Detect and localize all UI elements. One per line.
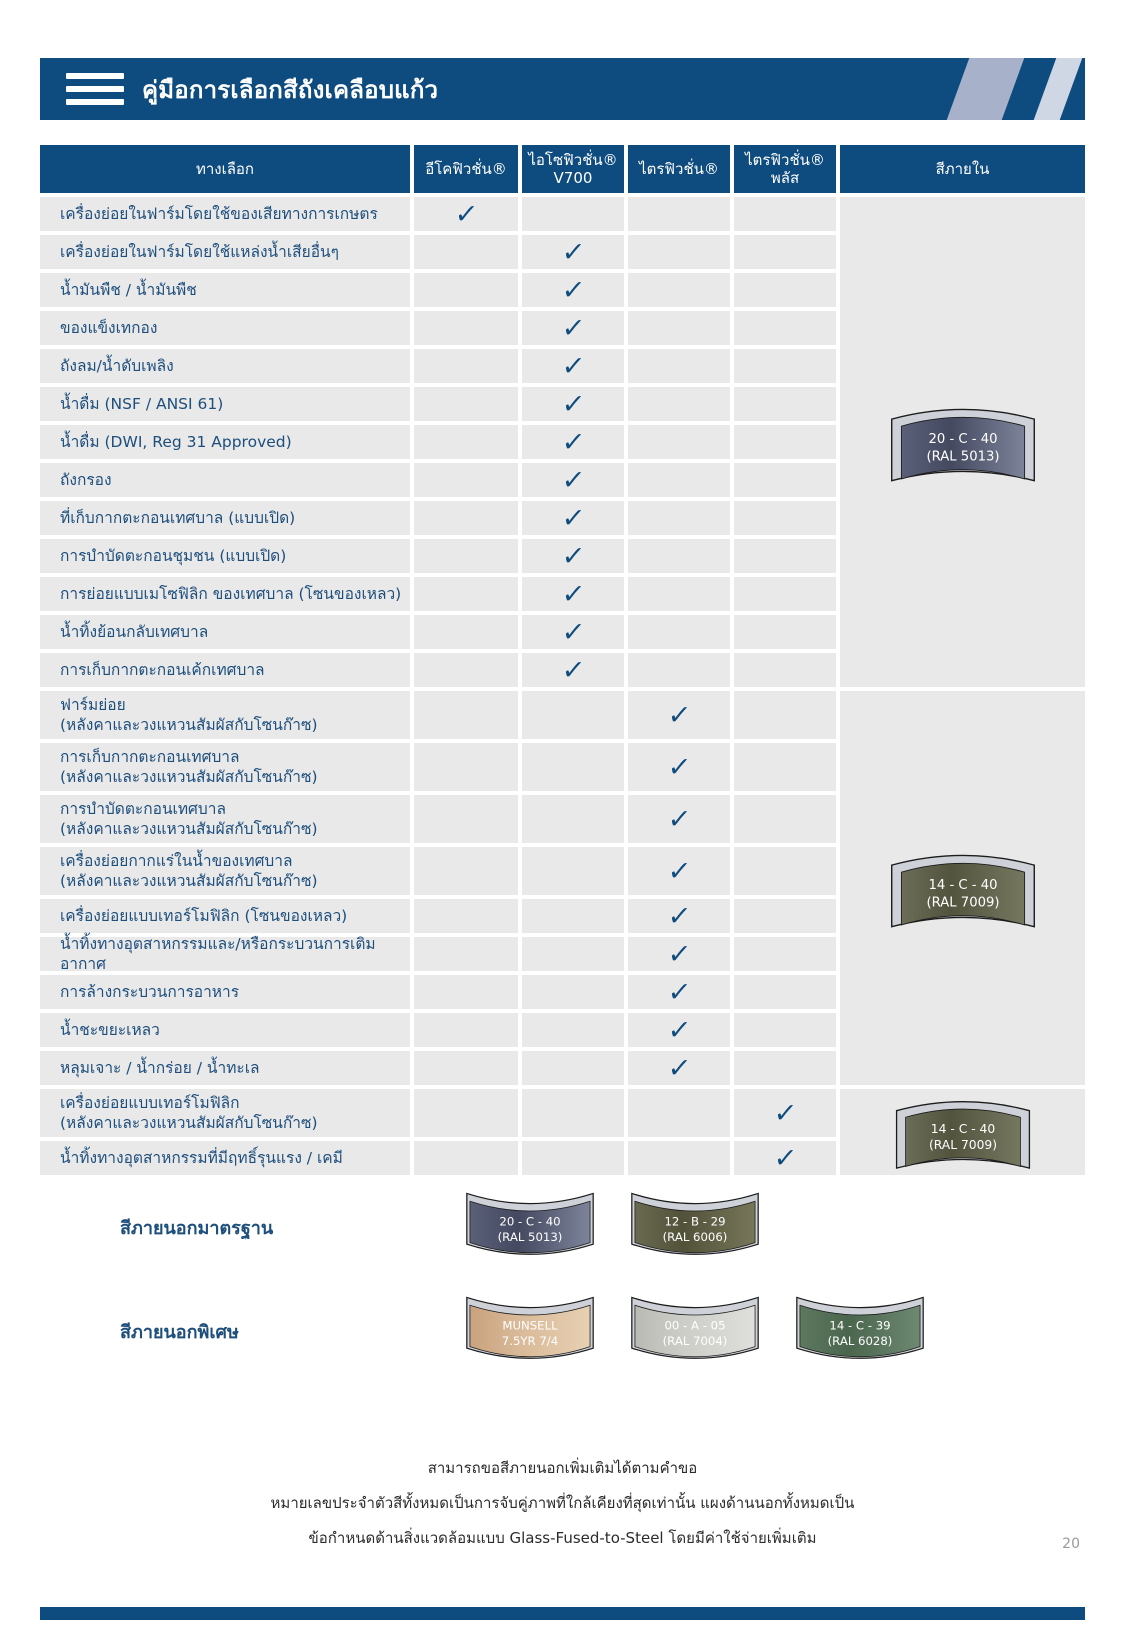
check-cell-tri [628, 653, 730, 687]
row-label: น้ำดื่ม (DWI, Reg 31 Approved) [40, 425, 410, 459]
checkmark-icon: ✓ [560, 654, 586, 686]
check-cell-iso [522, 1089, 624, 1137]
table-group-2 [40, 691, 1085, 1085]
color-swatch [455, 1292, 605, 1370]
checkmark-icon: ✓ [666, 855, 692, 887]
check-cell-tri [628, 387, 730, 421]
swatch-code: 14 - C - 39 [829, 1318, 891, 1333]
check-cell-tri [628, 273, 730, 307]
check-cell-iso [522, 425, 624, 459]
check-cell-iso [522, 899, 624, 933]
check-cell-tri [628, 795, 730, 843]
footer-line-2: หมายเลขประจำตัวสีทั้งหมดเป็นการจับคู่ภาพที่ใกล้เคียงที่สุดเท่านั้น แผงด้านนอกทั้งหมดเป็น [270, 1494, 855, 1512]
swatch-ral: (RAL 6028) [827, 1334, 893, 1349]
check-cell-eco [414, 577, 518, 611]
check-cell-triplus [734, 975, 836, 1009]
swatch-code: MUNSELL [502, 1318, 558, 1333]
check-cell-eco [414, 1013, 518, 1047]
row-label: การเก็บกากตะกอนเค้กเทศบาล [40, 653, 410, 687]
footer-line-1: สามารถขอสีภายนอกเพิ่มเติมได้ตามคำขอ [427, 1459, 698, 1477]
check-cell-eco [414, 975, 518, 1009]
swatch-panel-graphic [887, 844, 1039, 932]
check-cell-iso [522, 1013, 624, 1047]
swatch-panel-graphic [887, 1091, 1039, 1173]
check-cell-iso [522, 795, 624, 843]
check-cell-triplus [734, 235, 836, 269]
interior-color-cell [840, 197, 1085, 687]
color-swatch [620, 1188, 770, 1266]
exterior-special-label: สีภายนอกพิเศษ [120, 1321, 239, 1343]
checkmark-icon: ✓ [666, 699, 692, 731]
checkmark-icon: ✓ [666, 900, 692, 932]
check-cell-tri [628, 847, 730, 895]
checkmark-icon: ✓ [560, 616, 586, 648]
check-cell-iso [522, 273, 624, 307]
swatch-code: 12 - B - 29 [664, 1214, 726, 1229]
check-cell-triplus [734, 539, 836, 573]
swatch-panel-graphic [620, 1188, 770, 1266]
check-cell-iso [522, 975, 624, 1009]
check-cell-triplus [734, 463, 836, 497]
swatch-panel-graphic [620, 1292, 770, 1370]
check-cell-tri [628, 311, 730, 345]
row-label: ฟาร์มย่อย (หลังคาและวงแหวนสัมผัสกับโซนก๊าซ) [40, 691, 410, 739]
row-label: เครื่องย่อยในฟาร์มโดยใช้แหล่งน้ำเสียอื่นๆ [40, 235, 410, 269]
checkmark-icon: ✓ [772, 1097, 798, 1129]
checkmark-icon: ✓ [560, 426, 586, 458]
row-label: น้ำดื่ม (NSF / ANSI 61) [40, 387, 410, 421]
check-cell-triplus [734, 1013, 836, 1047]
check-cell-triplus [734, 1089, 836, 1137]
swatch-panel-graphic [887, 398, 1039, 486]
checkmark-icon: ✓ [666, 1052, 692, 1084]
check-cell-triplus [734, 1051, 836, 1085]
check-cell-eco [414, 1141, 518, 1175]
check-cell-triplus [734, 847, 836, 895]
swatch-code: 14 - C - 40 [930, 1121, 995, 1136]
row-label: ถังกรอง [40, 463, 410, 497]
check-cell-triplus [734, 691, 836, 739]
check-cell-triplus [734, 425, 836, 459]
table-group-1 [40, 197, 1085, 687]
swatch-ral: (RAL 7009) [928, 1138, 997, 1153]
column-header-3: ไตรฟิวชั่น® [628, 145, 730, 193]
check-cell-triplus [734, 311, 836, 345]
check-cell-tri [628, 425, 730, 459]
check-cell-eco [414, 235, 518, 269]
checkmark-icon: ✓ [560, 540, 586, 572]
exterior-standard-row [40, 1187, 1085, 1267]
checkmark-icon: ✓ [560, 464, 586, 496]
check-cell-tri [628, 1089, 730, 1137]
check-cell-triplus [734, 937, 836, 971]
row-label: การย่อยแบบเมโซฟิลิก ของเทศบาล (โซนของเหลว) [40, 577, 410, 611]
check-cell-iso [522, 743, 624, 791]
check-cell-iso [522, 615, 624, 649]
footer-notes [40, 1451, 1085, 1556]
check-cell-eco [414, 501, 518, 535]
checkmark-icon: ✓ [560, 312, 586, 344]
checkmark-icon: ✓ [560, 578, 586, 610]
checkmark-icon: ✓ [560, 274, 586, 306]
color-swatch [785, 1292, 935, 1370]
table-header-row [40, 145, 1085, 193]
checkmark-icon: ✓ [666, 751, 692, 783]
check-cell-iso [522, 691, 624, 739]
check-cell-eco [414, 743, 518, 791]
swatch-panel-graphic [455, 1188, 605, 1266]
check-cell-iso [522, 1051, 624, 1085]
check-cell-iso [522, 937, 624, 971]
swatch-panel-graphic [785, 1292, 935, 1370]
check-cell-eco [414, 1089, 518, 1137]
column-header-4: ไตรฟิวชั่น® พลัส [734, 145, 836, 193]
check-cell-triplus [734, 577, 836, 611]
check-cell-iso [522, 387, 624, 421]
checkmark-icon: ✓ [772, 1142, 798, 1174]
column-header-5: สีภายใน [840, 145, 1085, 193]
table-body [40, 197, 1085, 1175]
page-title: คู่มือการเลือกสีถังเคลือบแก้ว [142, 75, 439, 104]
selection-table [40, 145, 1085, 1175]
check-cell-iso [522, 501, 624, 535]
check-cell-tri [628, 1051, 730, 1085]
row-label: น้ำทิ้งทางอุตสาหกรรมที่มีฤทธิ์รุนแรง / เคมี [40, 1141, 410, 1175]
swatch-code: 00 - A - 05 [664, 1318, 726, 1333]
checkmark-icon: ✓ [666, 803, 692, 835]
bottom-rule [40, 1607, 1085, 1620]
footer-line-3: ข้อกำหนดด้านสิ่งแวดล้อมแบบ Glass-Fused-to-Steel โดยมีค่าใช้จ่ายเพิ่มเติม [308, 1529, 817, 1547]
standard-swatches [455, 1188, 770, 1266]
check-cell-tri [628, 1141, 730, 1175]
check-cell-iso [522, 1141, 624, 1175]
check-cell-triplus [734, 1141, 836, 1175]
color-swatch [620, 1292, 770, 1370]
check-cell-iso [522, 847, 624, 895]
check-cell-tri [628, 349, 730, 383]
check-cell-eco [414, 795, 518, 843]
swatch-ral: (RAL 7004) [662, 1334, 728, 1349]
title-band [40, 58, 1085, 120]
row-label: การล้างกระบวนการอาหาร [40, 975, 410, 1009]
color-swatch [887, 1091, 1039, 1173]
check-cell-eco [414, 273, 518, 307]
menu-icon [66, 73, 124, 105]
row-label: เครื่องย่อยกากแร่ในน้ำของเทศบาล (หลังคาและวงแหวนสัมผัสกับโซนก๊าซ) [40, 847, 410, 895]
check-cell-triplus [734, 349, 836, 383]
exterior-standard-label: สีภายนอกมาตรฐาน [120, 1217, 274, 1239]
swatch-code: 20 - C - 40 [499, 1214, 561, 1229]
swatch-panel-graphic [455, 1292, 605, 1370]
page-number: 20 [1062, 1536, 1080, 1552]
check-cell-eco [414, 387, 518, 421]
column-header-0: ทางเลือก [40, 145, 410, 193]
check-cell-tri [628, 691, 730, 739]
row-label: หลุมเจาะ / น้ำกร่อย / น้ำทะเล [40, 1051, 410, 1085]
check-cell-tri [628, 615, 730, 649]
check-cell-eco [414, 463, 518, 497]
swatch-ral: 7.5YR 7/4 [501, 1334, 559, 1349]
check-cell-eco [414, 847, 518, 895]
swatch-ral: (RAL 5013) [497, 1230, 563, 1245]
swatch-code: 14 - C - 40 [927, 877, 998, 893]
checkmark-icon: ✓ [560, 502, 586, 534]
check-cell-tri [628, 501, 730, 535]
row-label: น้ำทิ้งย้อนกลับเทศบาล [40, 615, 410, 649]
check-cell-eco [414, 349, 518, 383]
check-cell-triplus [734, 653, 836, 687]
swatch-ral: (RAL 6006) [662, 1230, 728, 1245]
swatch-ral: (RAL 5013) [925, 449, 1000, 465]
checkmark-icon: ✓ [666, 938, 692, 970]
checkmark-icon: ✓ [453, 198, 479, 230]
row-label: น้ำชะขยะเหลว [40, 1013, 410, 1047]
interior-color-cell [840, 1089, 1085, 1175]
row-label: ที่เก็บกากตะกอนเทศบาล (แบบเปิด) [40, 501, 410, 535]
check-cell-triplus [734, 501, 836, 535]
check-cell-tri [628, 743, 730, 791]
check-cell-triplus [734, 387, 836, 421]
row-label: การเก็บกากตะกอนเทศบาล (หลังคาและวงแหวนสัมผัสกับโซนก๊าซ) [40, 743, 410, 791]
row-label: เครื่องย่อยในฟาร์มโดยใช้ของเสียทางการเกษตร [40, 197, 410, 231]
check-cell-iso [522, 349, 624, 383]
checkmark-icon: ✓ [560, 350, 586, 382]
check-cell-tri [628, 197, 730, 231]
row-label: น้ำทิ้งทางอุตสาหกรรมและ/หรือกระบวนการเติมอากาศ [40, 937, 410, 971]
checkmark-icon: ✓ [560, 236, 586, 268]
check-cell-eco [414, 615, 518, 649]
row-label: ถังลม/น้ำดับเพลิง [40, 349, 410, 383]
check-cell-eco [414, 691, 518, 739]
check-cell-iso [522, 235, 624, 269]
row-label: เครื่องย่อยแบบเทอร์โมฟิลิก (โซนของเหลว) [40, 899, 410, 933]
check-cell-tri [628, 937, 730, 971]
check-cell-iso [522, 539, 624, 573]
check-cell-eco [414, 539, 518, 573]
check-cell-triplus [734, 795, 836, 843]
exterior-special-row [40, 1291, 1085, 1371]
column-header-2: ไอโซฟิวชั่น® V700 [522, 145, 624, 193]
check-cell-eco [414, 425, 518, 459]
check-cell-tri [628, 463, 730, 497]
check-cell-tri [628, 1013, 730, 1047]
check-cell-eco [414, 653, 518, 687]
check-cell-iso [522, 197, 624, 231]
row-label: การบำบัดตะกอนชุมชน (แบบเปิด) [40, 539, 410, 573]
check-cell-tri [628, 899, 730, 933]
check-cell-tri [628, 975, 730, 1009]
color-swatch [887, 398, 1039, 486]
check-cell-triplus [734, 899, 836, 933]
row-label: น้ำมันพืช / น้ำมันพืช [40, 273, 410, 307]
checkmark-icon: ✓ [666, 1014, 692, 1046]
color-swatch [455, 1188, 605, 1266]
check-cell-eco [414, 937, 518, 971]
check-cell-tri [628, 577, 730, 611]
color-swatch [887, 844, 1039, 932]
check-cell-iso [522, 311, 624, 345]
check-cell-eco [414, 197, 518, 231]
check-cell-iso [522, 463, 624, 497]
swatch-ral: (RAL 7009) [925, 895, 1000, 911]
check-cell-eco [414, 899, 518, 933]
interior-color-cell [840, 691, 1085, 1085]
check-cell-triplus [734, 273, 836, 307]
swatch-code: 20 - C - 40 [927, 431, 998, 447]
row-label: เครื่องย่อยแบบเทอร์โมฟิลิก (หลังคาและวงแหวนสัมผัสกับโซนก๊าซ) [40, 1089, 410, 1137]
check-cell-triplus [734, 743, 836, 791]
check-cell-triplus [734, 197, 836, 231]
checkmark-icon: ✓ [666, 976, 692, 1008]
check-cell-iso [522, 653, 624, 687]
check-cell-eco [414, 311, 518, 345]
row-label: การบำบัดตะกอนเทศบาล (หลังคาและวงแหวนสัมผัสกับโซนก๊าซ) [40, 795, 410, 843]
decorative-stripe [1032, 58, 1085, 120]
check-cell-eco [414, 1051, 518, 1085]
check-cell-iso [522, 577, 624, 611]
table-group-3 [40, 1089, 1085, 1175]
page-content [40, 58, 1085, 1556]
check-cell-tri [628, 235, 730, 269]
check-cell-tri [628, 539, 730, 573]
column-header-1: อีโคฟิวชั่น® [414, 145, 518, 193]
check-cell-triplus [734, 615, 836, 649]
special-swatches [455, 1292, 935, 1370]
decorative-stripe [945, 58, 1027, 120]
row-label: ของแข็งเทกอง [40, 311, 410, 345]
checkmark-icon: ✓ [560, 388, 586, 420]
